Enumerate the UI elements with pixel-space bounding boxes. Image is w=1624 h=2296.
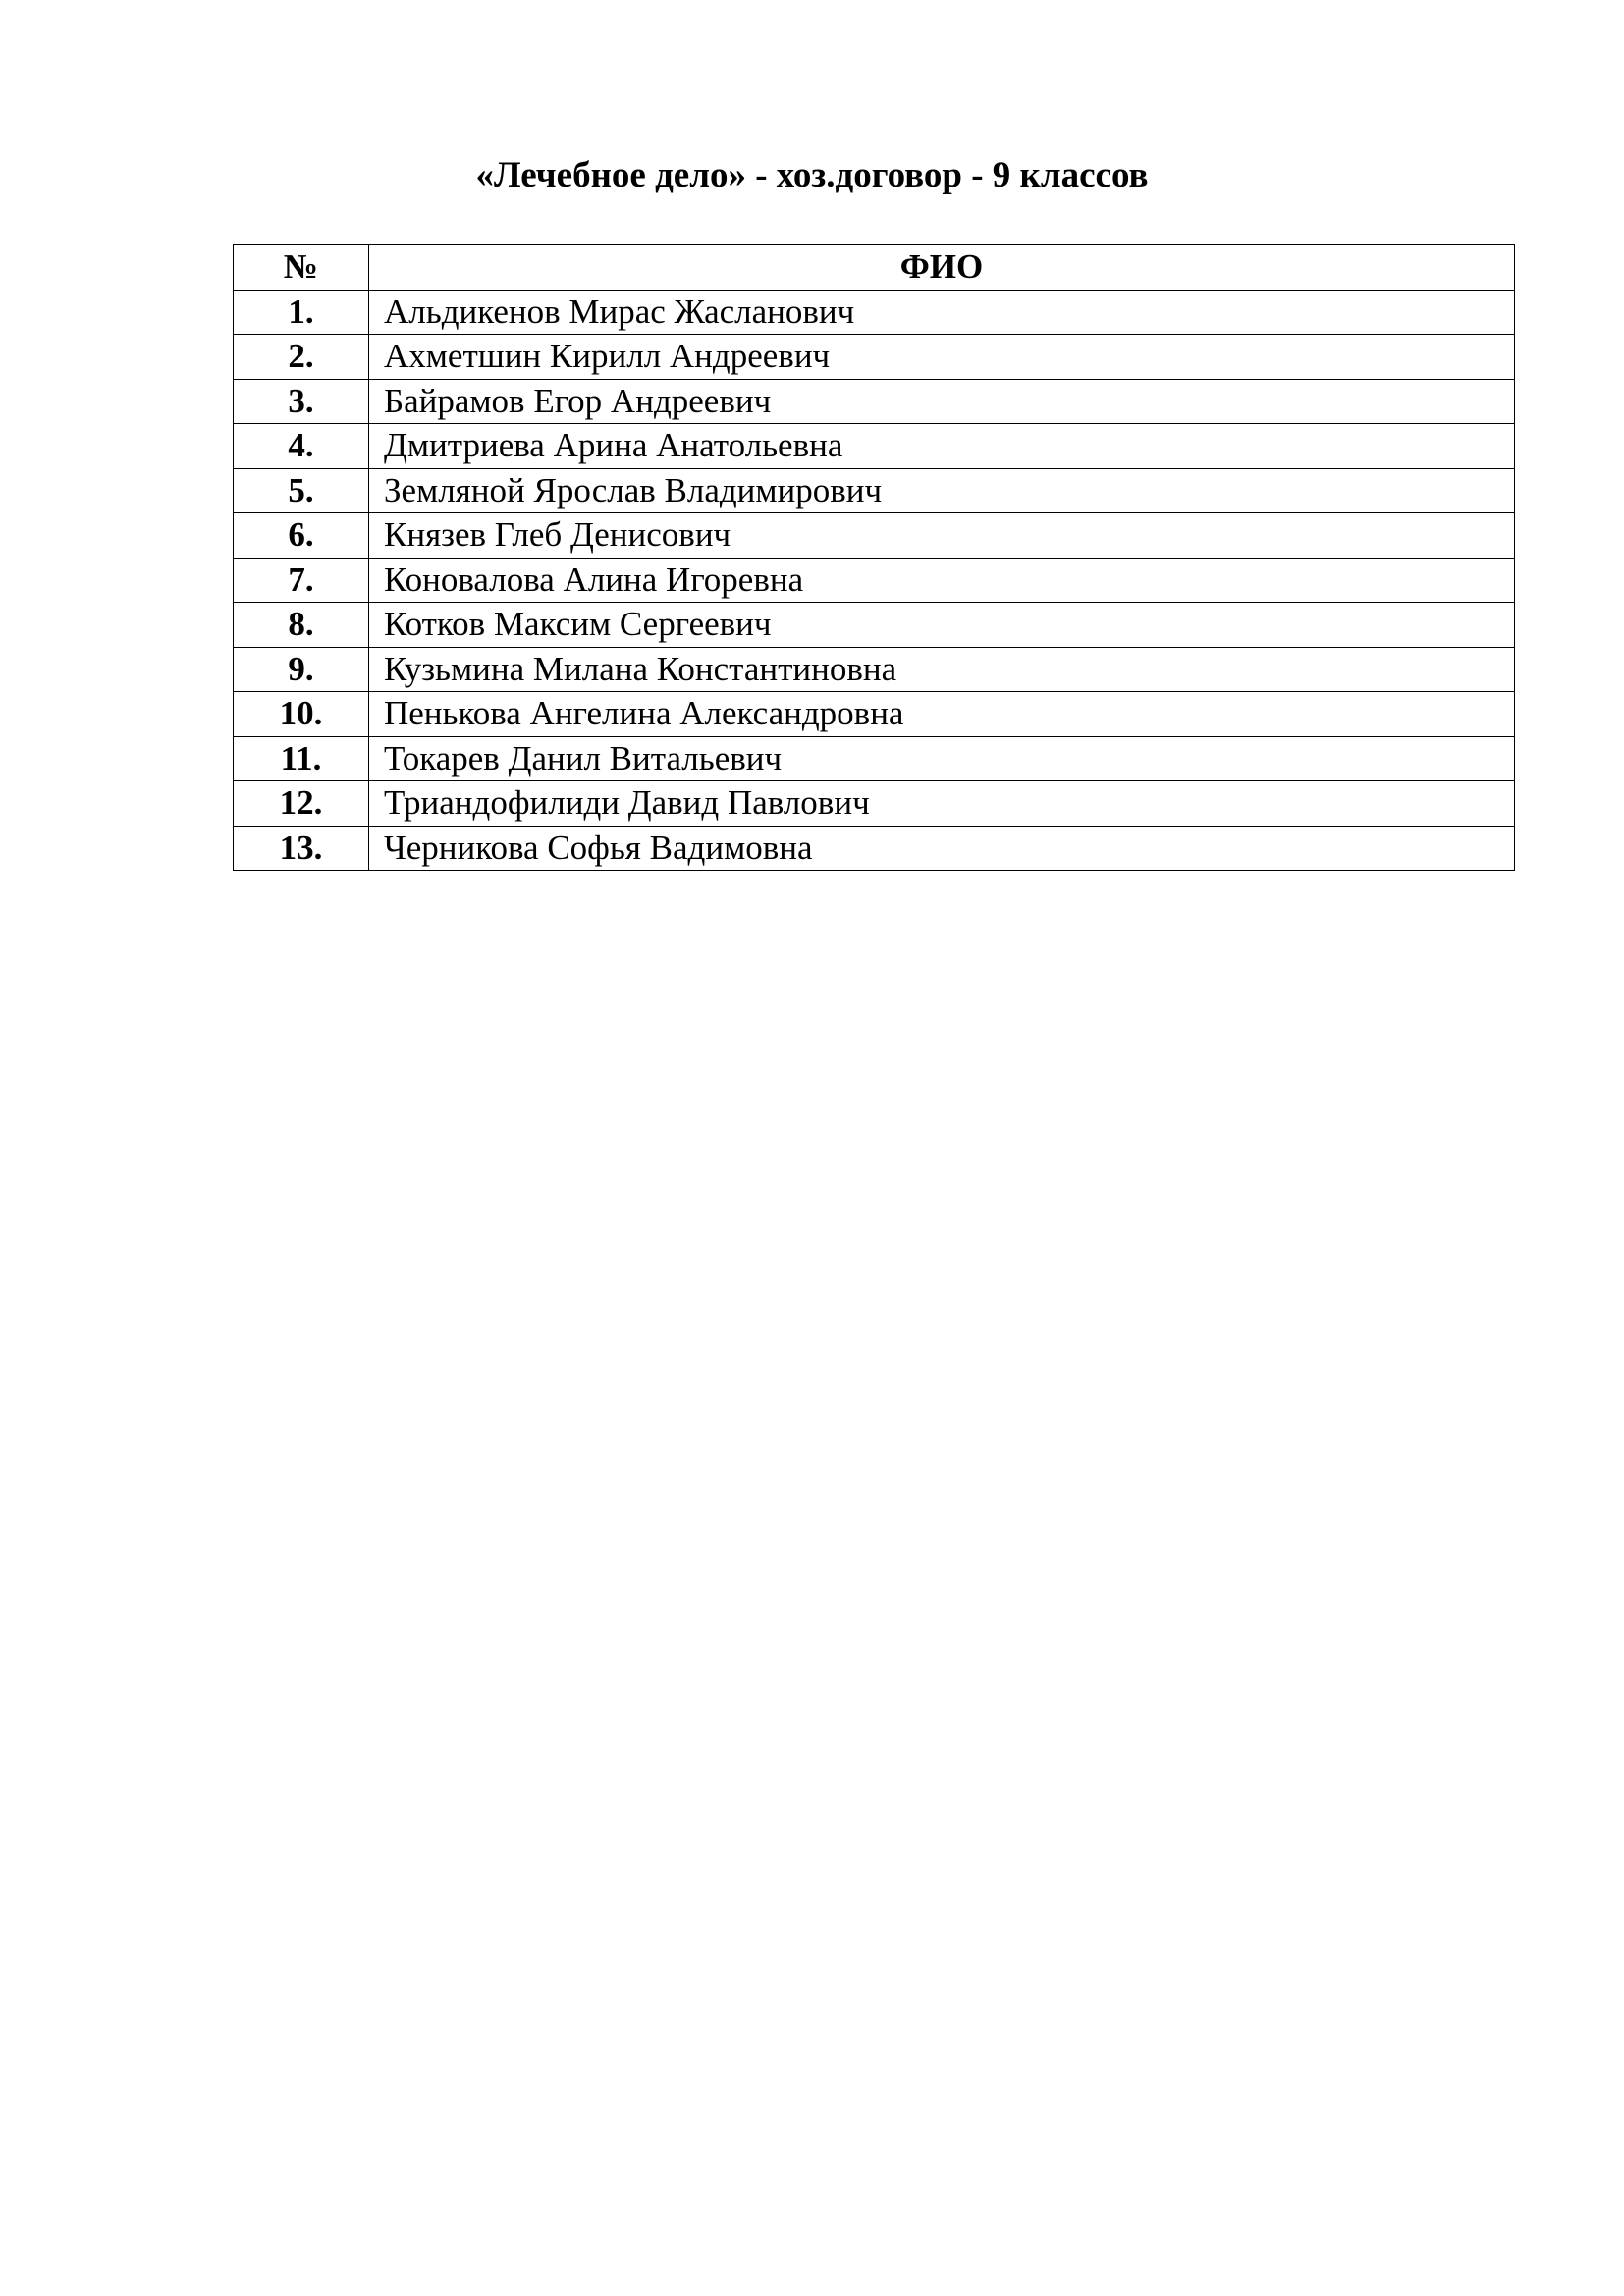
student-name: Триандофилиди Давид Павлович (369, 781, 1515, 827)
table-body (234, 290, 1515, 871)
table-row (234, 424, 1515, 469)
name-column-header: ФИО (369, 245, 1515, 291)
table-header-row (234, 245, 1515, 291)
table-row (234, 290, 1515, 335)
document-title: «Лечебное дело» - хоз.договор - 9 классов (475, 155, 1149, 195)
student-name: Котков Максим Сергеевич (369, 603, 1515, 648)
table-row (234, 335, 1515, 380)
student-name: Земляной Ярослав Владимирович (369, 468, 1515, 513)
row-number: 5. (234, 468, 369, 513)
student-name: Ахметшин Кирилл Андреевич (369, 335, 1515, 380)
table-row (234, 647, 1515, 692)
table-row (234, 603, 1515, 648)
table-row (234, 692, 1515, 737)
row-number: 8. (234, 603, 369, 648)
student-name: Коновалова Алина Игоревна (369, 558, 1515, 603)
table-header (234, 245, 1515, 291)
table-row (234, 468, 1515, 513)
table-row (234, 826, 1515, 871)
table-row (234, 513, 1515, 559)
student-name: Кузьмина Милана Константиновна (369, 647, 1515, 692)
table-row (234, 736, 1515, 781)
row-number: 13. (234, 826, 369, 871)
student-name: Альдикенов Мирас Жасланович (369, 290, 1515, 335)
table-row (234, 781, 1515, 827)
student-name: Черникова Софья Вадимовна (369, 826, 1515, 871)
row-number: 11. (234, 736, 369, 781)
student-name: Байрамов Егор Андреевич (369, 379, 1515, 424)
row-number: 6. (234, 513, 369, 559)
row-number: 3. (234, 379, 369, 424)
student-name: Дмитриева Арина Анатольевна (369, 424, 1515, 469)
student-name: Пенькова Ангелина Александровна (369, 692, 1515, 737)
student-name: Токарев Данил Витальевич (369, 736, 1515, 781)
row-number: 7. (234, 558, 369, 603)
row-number: 12. (234, 781, 369, 827)
table-row (234, 558, 1515, 603)
row-number: 1. (234, 290, 369, 335)
row-number: 9. (234, 647, 369, 692)
table-row (234, 379, 1515, 424)
student-roster-table (233, 244, 1515, 871)
row-number: 10. (234, 692, 369, 737)
student-name: Князев Глеб Денисович (369, 513, 1515, 559)
row-number: 2. (234, 335, 369, 380)
row-number: 4. (234, 424, 369, 469)
number-column-header: № (234, 245, 369, 291)
